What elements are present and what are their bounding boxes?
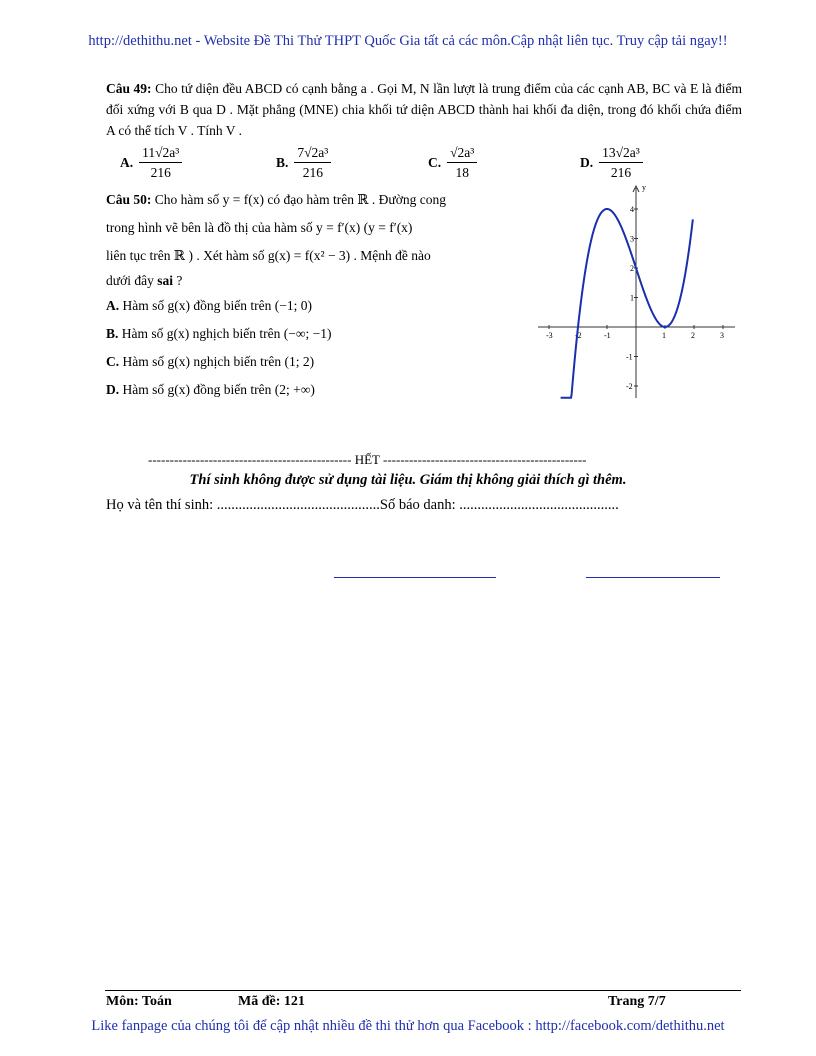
signature-line-left (334, 577, 496, 578)
q50-option-d-text: Hàm số g(x) đồng biến trên (2; +∞) (122, 382, 315, 397)
q50-option-c-text: Hàm số g(x) nghịch biến trên (1; 2) (122, 354, 315, 369)
question-50-line-4 (106, 270, 506, 292)
q50-option-a (106, 292, 506, 320)
y-tick-label: -1 (626, 352, 633, 362)
q50-option-a-label: A. (106, 298, 120, 313)
y-tick-label: 3 (630, 234, 634, 244)
graph-ticks (546, 205, 724, 391)
q49-option-d-denominator: 216 (610, 165, 632, 180)
question-50-emphasis: sai (157, 273, 173, 288)
q49-option-c-numerator: √2a³ (447, 145, 477, 163)
x-tick-label: 2 (691, 331, 695, 340)
graph-axes (538, 186, 735, 398)
q50-option-d (106, 376, 506, 404)
derivative-graph (530, 180, 745, 400)
q49-option-c-fraction (447, 145, 477, 181)
q50-option-d-label: D. (106, 382, 120, 397)
q49-option-a (120, 143, 182, 183)
question-50-text-4a: dưới đây (106, 273, 154, 288)
q49-option-d (580, 143, 643, 183)
question-49-label: Câu 49: (106, 81, 152, 96)
x-tick-label: 3 (720, 331, 724, 340)
question-50-line-1 (106, 186, 506, 214)
q49-option-a-fraction (139, 145, 182, 181)
question-50-line-3: liên tục trên ℝ ) . Xét hàm số g(x) = f(x² − 3) . Mệnh đề nào (106, 248, 431, 263)
q50-option-b (106, 320, 506, 348)
q49-option-b-denominator: 216 (302, 165, 323, 180)
q50-option-c (106, 348, 506, 376)
facebook-link-text[interactable]: Like fanpage của chúng tôi để cập nhật nhiều đề thi thử hơn qua Facebook : http://facebook.com/dethithu.net (91, 1018, 725, 1034)
q49-option-d-numerator: 13√2a³ (599, 145, 643, 163)
q49-option-c-denominator: 18 (455, 165, 469, 180)
q50-option-c-label: C. (106, 354, 120, 369)
question-50-text-1: Cho hàm số y = f(x) có đạo hàm trên ℝ . Đường cong (154, 192, 446, 207)
q49-option-a-numerator: 11√2a³ (139, 145, 182, 163)
q50-option-b-label: B. (106, 326, 119, 341)
exam-notice: Thí sinh không được sử dụng tài liệu. Giám thị không giải thích gì thêm. (189, 472, 627, 488)
question-50-text-4b: ? (176, 273, 183, 288)
header-link-text[interactable]: http://dethithu.net - Website Đề Thi Thử THPT Quốc Gia tất cả các môn.Cập nhật liên tục. Truy cập tải ngay!! (88, 33, 728, 49)
y-tick-label: 1 (630, 293, 634, 303)
question-49-text: Cho tứ diện đều ABCD có cạnh bằng a . Gọi M, N lần lượt là trung điểm của các cạnh AB, BC và E là điểm đối xứng với B qua D . Mặt phẳng (MNE) chia khối tứ diện ABCD thành hai khối đa diện, trong đó khối chứa điểm A có thể tích V . Tính V . (106, 81, 742, 138)
q49-option-b (276, 143, 331, 183)
x-tick-label: -3 (546, 331, 553, 340)
question-50-label: Câu 50: (106, 192, 152, 207)
y-tick-label: -2 (626, 382, 633, 391)
q49-option-a-denominator: 216 (150, 165, 171, 180)
footer-subject: Môn: Toán (106, 994, 172, 1009)
footer-divider (105, 990, 741, 991)
question-50-line-2: trong hình vẽ bên là đồ thị của hàm số y = f′(x) (y = f′(x) (106, 220, 413, 235)
q49-option-d-label: D. (580, 155, 594, 170)
signature-line-right (586, 577, 720, 578)
y-tick-label: 2 (630, 264, 634, 273)
question-50 (106, 186, 506, 404)
q49-option-d-fraction (599, 145, 643, 181)
x-tick-label: -1 (604, 331, 611, 340)
q49-option-c-label: C. (428, 155, 442, 170)
x-tick-label: 1 (662, 331, 666, 340)
candidate-info: Họ và tên thí sinh: .............................................Số báo danh: ............................................ (106, 497, 619, 513)
y-tick-label: 4 (630, 205, 634, 214)
footer-page-number: Trang 7/7 (608, 994, 666, 1009)
q50-option-a-text: Hàm số g(x) đồng biến trên (−1; 0) (122, 298, 312, 313)
q49-option-a-label: A. (120, 155, 134, 170)
question-49 (106, 78, 742, 141)
end-marker: ----------------------------------------------- HẾT ----------------------------------------------- (148, 452, 587, 467)
q49-option-b-label: B. (276, 155, 289, 170)
q49-option-b-numerator: 7√2a³ (294, 145, 331, 163)
x-tick-label: -2 (575, 331, 582, 340)
q50-option-b-text: Hàm số g(x) nghịch biến trên (−∞; −1) (121, 326, 332, 341)
footer-exam-code: Mã đề: 121 (238, 994, 305, 1009)
derivative-curve (561, 209, 693, 398)
q49-option-c (428, 143, 477, 183)
y-axis-label: y (642, 183, 646, 192)
q49-option-b-fraction (294, 145, 331, 181)
